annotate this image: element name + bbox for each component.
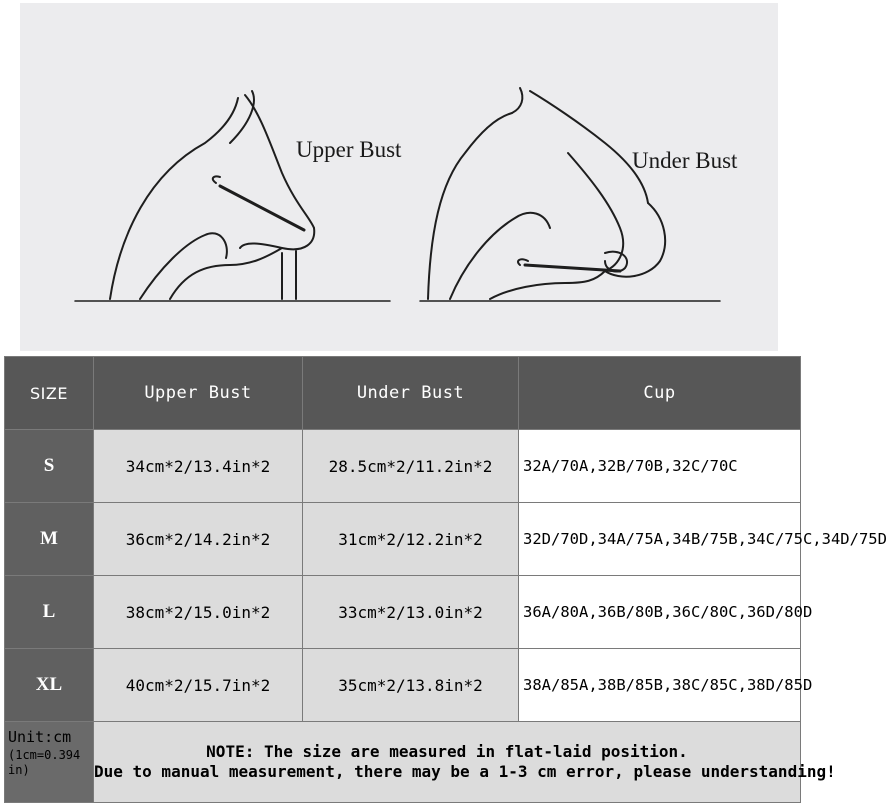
unit-cell xyxy=(5,722,94,803)
size-cell: XL xyxy=(5,649,94,722)
under-bust-cell: 31cm*2/12.2in*2 xyxy=(303,503,519,576)
unit-label: Unit:cm xyxy=(8,728,72,746)
note-line-1: NOTE: The size are measured in flat-laid position. xyxy=(206,742,688,761)
under-bust-cell: 35cm*2/13.8in*2 xyxy=(303,649,519,722)
cup-cell: 32A/70A,32B/70B,32C/70C xyxy=(519,430,801,503)
table-row xyxy=(5,430,801,503)
size-cell: S xyxy=(5,430,94,503)
header-cup: Cup xyxy=(519,357,801,430)
size-chart-table xyxy=(4,356,887,803)
size-cell: M xyxy=(5,503,94,576)
upper-bust-cell: 38cm*2/15.0in*2 xyxy=(94,576,303,649)
size-cell: L xyxy=(5,576,94,649)
upper-bust-cell: 40cm*2/15.7in*2 xyxy=(94,649,303,722)
note-row xyxy=(5,722,801,803)
upper-bust-cell: 36cm*2/14.2in*2 xyxy=(94,503,303,576)
measurement-note xyxy=(94,722,836,803)
measurement-illustration xyxy=(20,3,778,351)
header-size: SIZE xyxy=(5,357,94,430)
table-row xyxy=(5,503,801,576)
under-bust-cell: 28.5cm*2/11.2in*2 xyxy=(303,430,519,503)
header-upper-bust: Upper Bust xyxy=(94,357,303,430)
cup-cell: 38A/85A,38B/85B,38C/85C,38D/85D xyxy=(519,649,801,722)
table-header-row xyxy=(5,357,801,430)
under-bust-label: Under Bust xyxy=(632,148,738,173)
header-under-bust: Under Bust xyxy=(303,357,519,430)
table-row xyxy=(5,649,801,722)
cup-cell: 32D/70D,34A/75A,34B/75B,34C/75C,34D/75D xyxy=(519,503,801,576)
under-bust-cell: 33cm*2/13.0in*2 xyxy=(303,576,519,649)
unit-conversion: (1cm=0.394 in) xyxy=(8,748,81,777)
cup-cell: 36A/80A,36B/80B,36C/80C,36D/80D xyxy=(519,576,801,649)
note-line-2: Due to manual measurement, there may be a 1-3 cm error, please understanding! xyxy=(94,762,836,781)
upper-bust-label: Upper Bust xyxy=(296,137,402,162)
bust-sketch xyxy=(20,3,778,351)
upper-bust-cell: 34cm*2/13.4in*2 xyxy=(94,430,303,503)
table-row xyxy=(5,576,801,649)
